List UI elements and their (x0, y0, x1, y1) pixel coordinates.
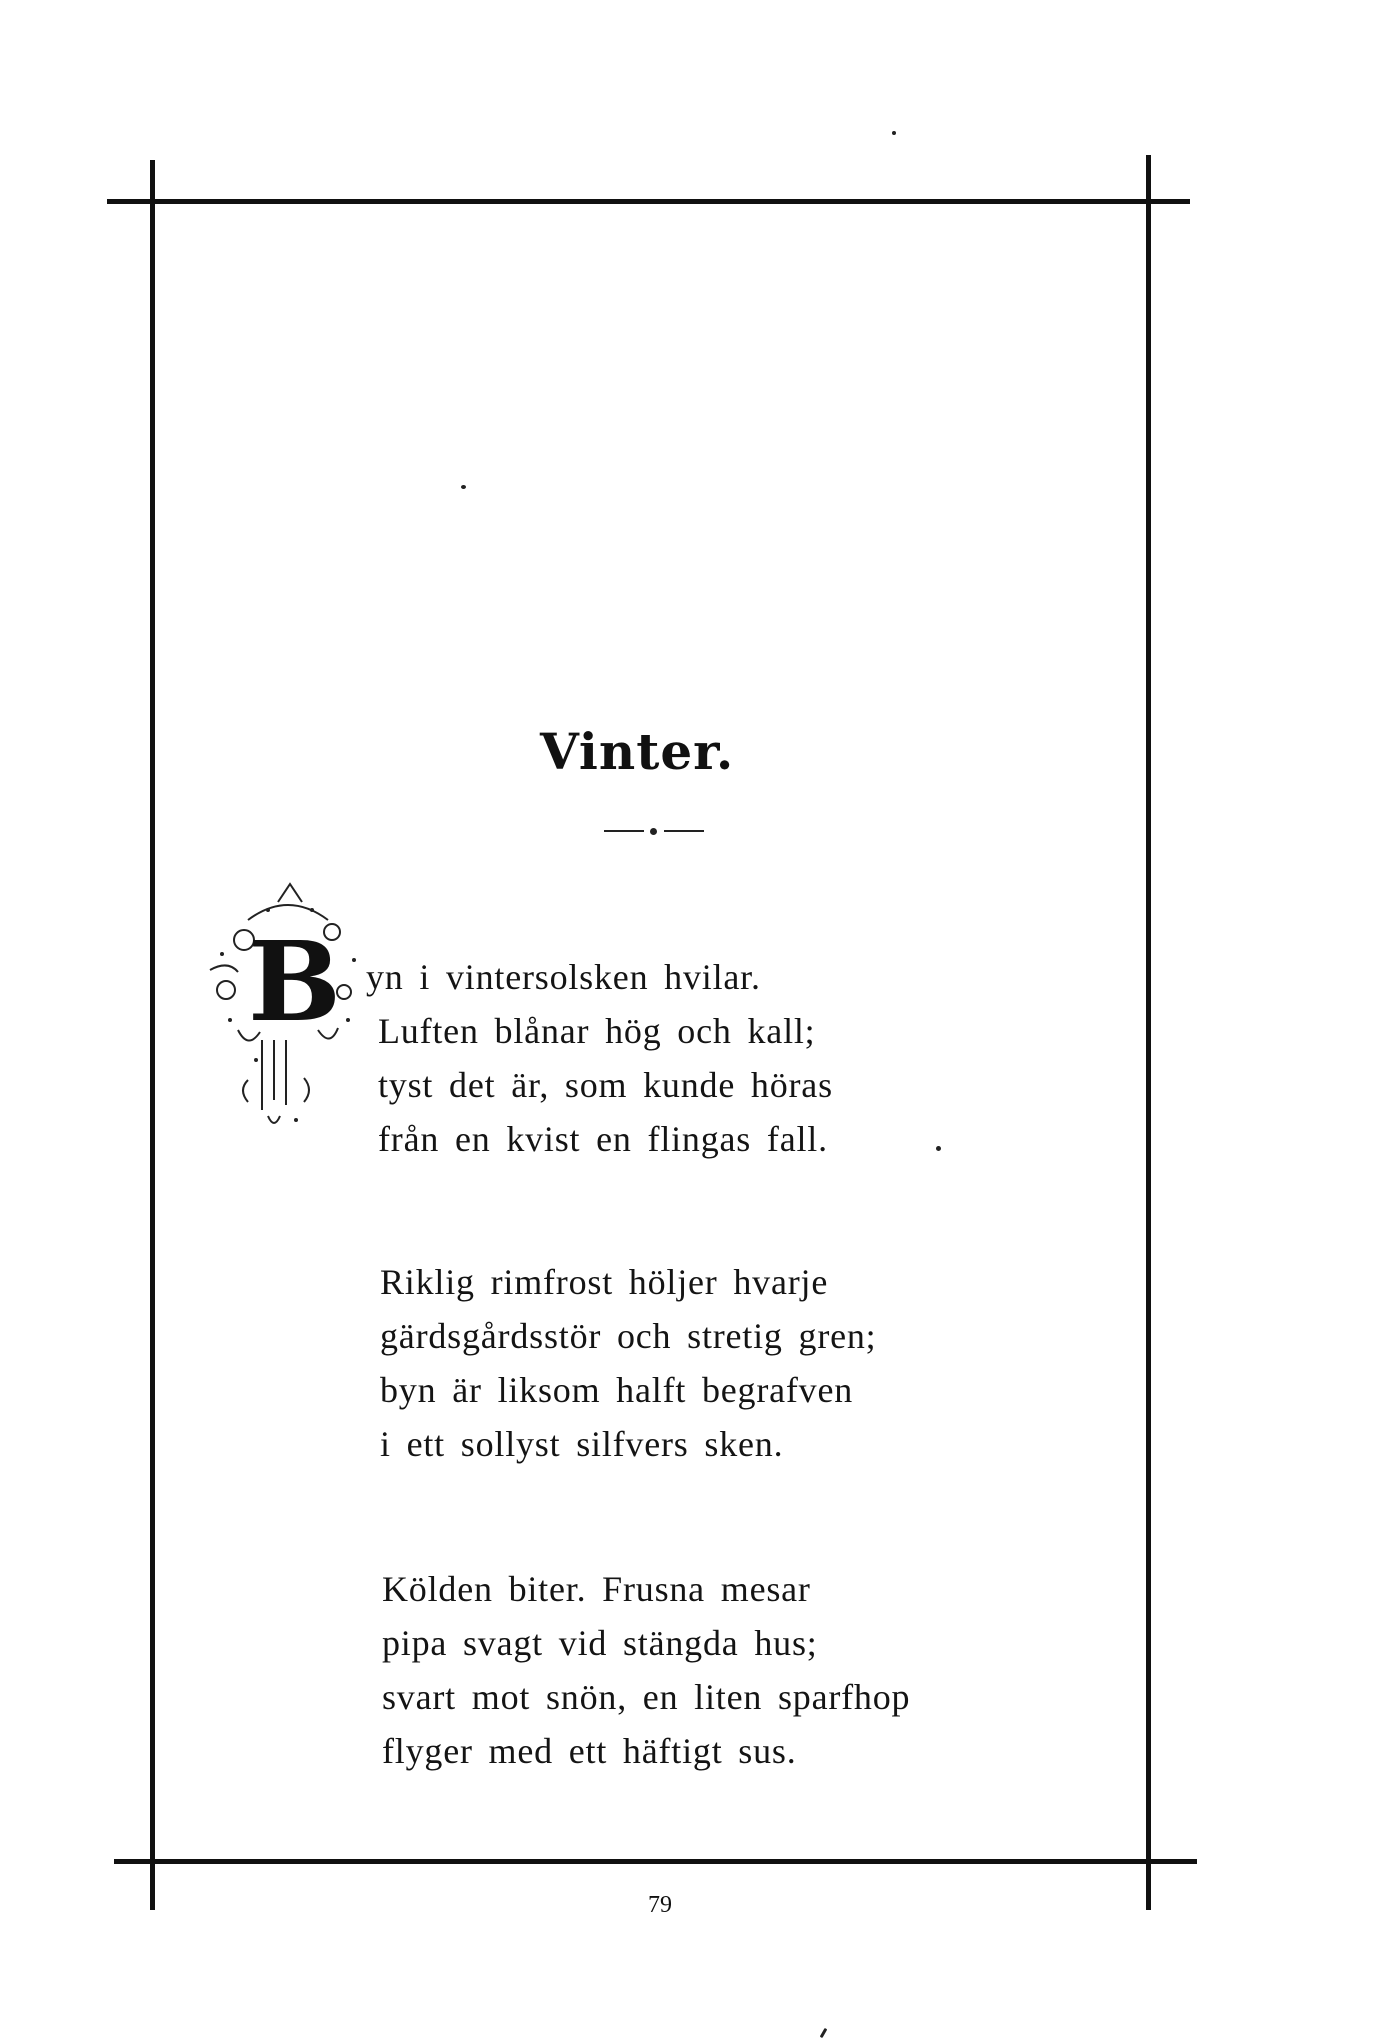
stanza-line: pipa svagt vid stängda hus; (382, 1623, 818, 1663)
print-speck (936, 1146, 941, 1151)
stanza-1 (366, 950, 833, 1166)
stanza-line: byn är liksom halft begrafven (380, 1370, 854, 1410)
left-border-rule (150, 160, 155, 1910)
stanza-line: i ett sollyst silfvers sken. (380, 1424, 784, 1464)
title-ornament (604, 826, 706, 836)
ornament-line-right (664, 830, 704, 832)
poem-title: Vinter. (540, 722, 735, 781)
print-speck (892, 131, 896, 135)
print-speck (461, 485, 466, 489)
stanza-3 (382, 1562, 910, 1778)
drop-cap-letter: B (248, 917, 341, 1046)
stanza-line: Kölden biter. Frusna mesar (382, 1569, 811, 1609)
page-number: 79 (648, 1892, 672, 1918)
stanza-line: svart mot snön, en liten sparfhop (382, 1677, 911, 1717)
ornament-line-left (604, 830, 644, 832)
stanza-line: Riklig rimfrost höljer hvarje (380, 1262, 829, 1302)
stanza-2 (380, 1255, 876, 1471)
print-speck (820, 2028, 828, 2038)
stanza-line: från en kvist en flingas fall. (378, 1119, 828, 1159)
stanza-line: tyst det är, som kunde höras (378, 1065, 833, 1105)
ornament-dot (650, 828, 657, 835)
stanza-line: gärdsgårdsstör och stretig gren; (380, 1316, 877, 1356)
stanza-line: flyger med ett häftigt sus. (382, 1731, 797, 1771)
stanza-line: Luften blånar hög och kall; (378, 1011, 816, 1051)
right-border-rule (1146, 155, 1151, 1910)
bottom-border-rule (114, 1859, 1197, 1864)
top-border-rule (107, 199, 1190, 204)
drop-cap-ornament (208, 880, 368, 1140)
stanza-line: yn i vintersolsken hvilar. (366, 957, 761, 997)
